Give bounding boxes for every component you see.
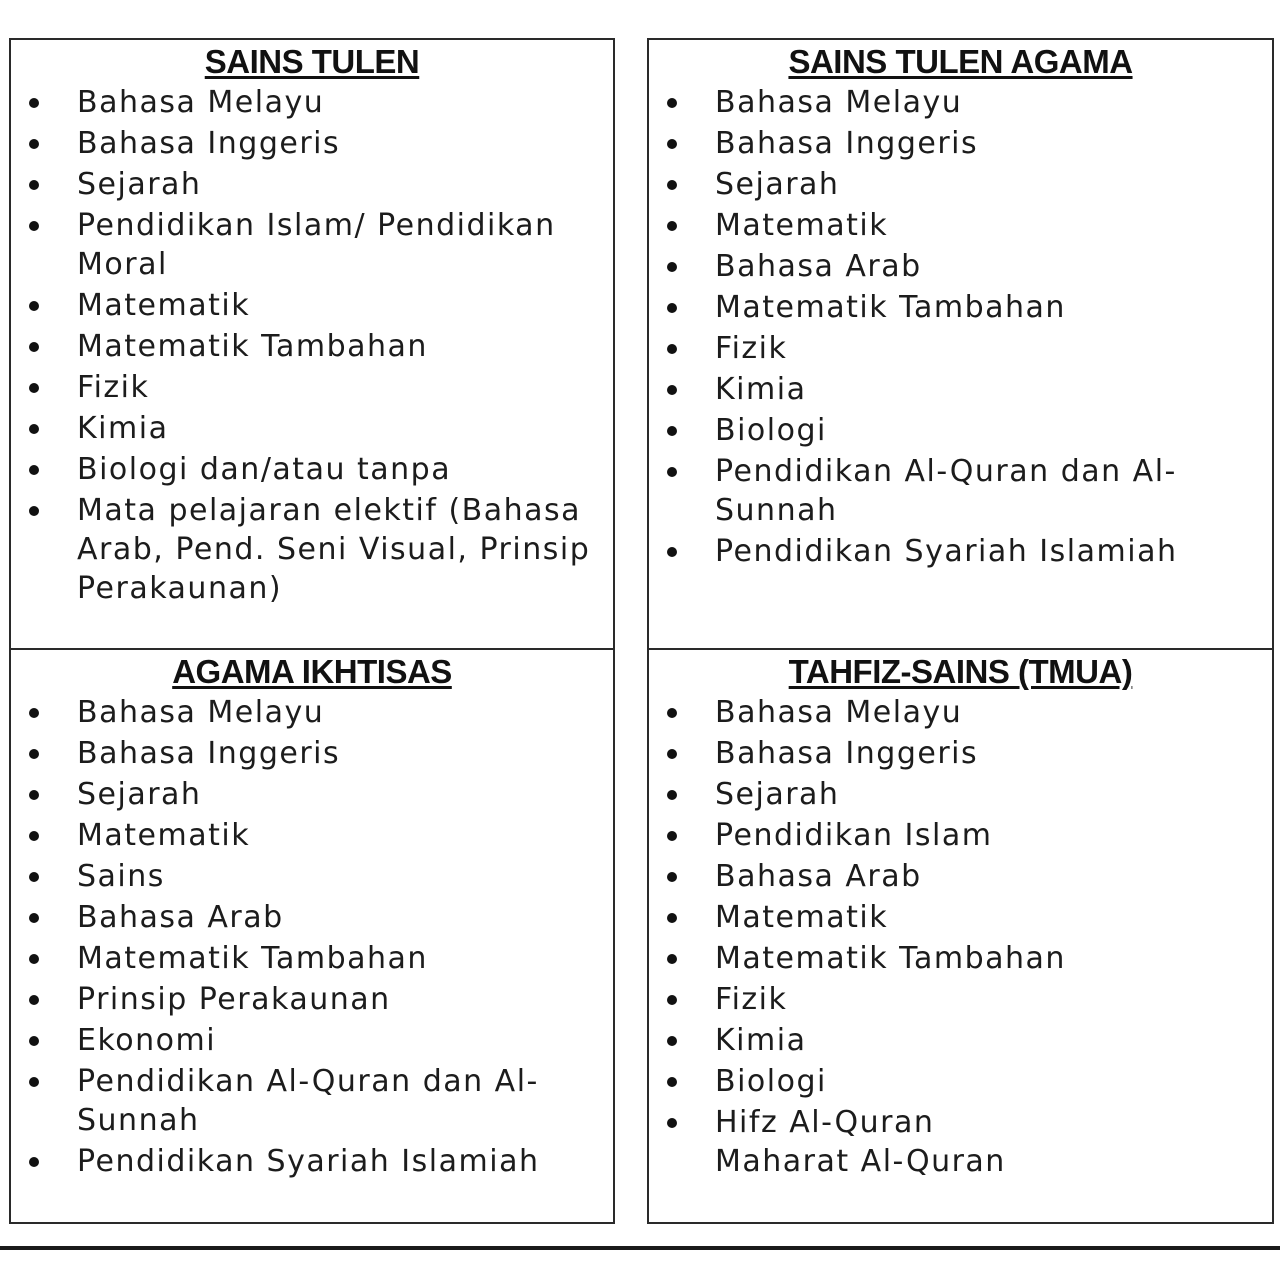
sains-tulen-agama-title: SAINS TULEN AGAMA [788, 43, 1133, 80]
subject-item: Bahasa Arab [649, 247, 1272, 286]
subject-item: Pendidikan Syariah Islamiah [11, 1142, 613, 1181]
tahfiz-sains-list [649, 693, 1272, 1183]
subject-item: Bahasa Melayu [11, 83, 613, 122]
subject-item: Fizik [649, 980, 1272, 1019]
subject-item: Bahasa Melayu [649, 83, 1272, 122]
subject-item: Pendidikan Al-Quran dan Al- Sunnah [649, 452, 1272, 530]
subject-item: Bahasa Melayu [11, 693, 613, 732]
sains-tulen-agama-box [647, 38, 1274, 650]
subject-item: Hifz Al-Quran Maharat Al-Quran [649, 1103, 1272, 1181]
subject-item: Matematik [11, 286, 613, 325]
subject-item: Kimia [649, 1021, 1272, 1060]
sains-tulen-agama-list [649, 83, 1272, 573]
subject-item: Matematik [649, 898, 1272, 937]
bottom-rule [0, 1246, 1280, 1250]
subject-item: Bahasa Inggeris [11, 734, 613, 773]
subject-item: Biologi [649, 411, 1272, 450]
subject-item: Sejarah [11, 775, 613, 814]
subject-item: Biologi [649, 1062, 1272, 1101]
subject-item: Ekonomi [11, 1021, 613, 1060]
subject-item: Kimia [11, 409, 613, 448]
subject-item: Matematik Tambahan [649, 288, 1272, 327]
subject-item: Pendidikan Islam [649, 816, 1272, 855]
agama-ikhtisas-box [9, 648, 615, 1224]
subject-item: Matematik Tambahan [649, 939, 1272, 978]
sains-tulen-title: SAINS TULEN [204, 43, 420, 80]
subject-item: Matematik Tambahan [11, 327, 613, 366]
subject-item: Sains [11, 857, 613, 896]
subject-item: Bahasa Melayu [649, 693, 1272, 732]
subject-item: Matematik [649, 206, 1272, 245]
subject-item: Prinsip Perakaunan [11, 980, 613, 1019]
sains-tulen-list [11, 83, 613, 610]
subject-item: Pendidikan Syariah Islamiah [649, 532, 1272, 571]
agama-ikhtisas-title: AGAMA IKHTISAS [172, 653, 452, 690]
subject-item: Matematik Tambahan [11, 939, 613, 978]
sains-tulen-box [9, 38, 615, 650]
tahfiz-sains-box [647, 648, 1274, 1224]
subject-item: Bahasa Inggeris [11, 124, 613, 163]
subject-item: Sejarah [649, 775, 1272, 814]
subject-item: Kimia [649, 370, 1272, 409]
subject-item: Fizik [11, 368, 613, 407]
tahfiz-sains-title: TAHFIZ-SAINS (TMUA) [788, 653, 1133, 690]
subject-item: Fizik [649, 329, 1272, 368]
subject-item: Mata pelajaran elektif (Bahasa Arab, Pend. Seni Visual, Prinsip Perakaunan) [11, 491, 613, 608]
subject-item: Bahasa Arab [649, 857, 1272, 896]
subject-item: Pendidikan Islam/ Pendidikan Moral [11, 206, 613, 284]
subject-item: Biologi dan/atau tanpa [11, 450, 613, 489]
subject-item: Sejarah [649, 165, 1272, 204]
agama-ikhtisas-list [11, 693, 613, 1183]
subject-item: Pendidikan Al-Quran dan Al- Sunnah [11, 1062, 613, 1140]
subject-item: Bahasa Inggeris [649, 734, 1272, 773]
subject-item: Bahasa Arab [11, 898, 613, 937]
subject-item: Matematik [11, 816, 613, 855]
subject-item: Bahasa Inggeris [649, 124, 1272, 163]
subject-item: Sejarah [11, 165, 613, 204]
